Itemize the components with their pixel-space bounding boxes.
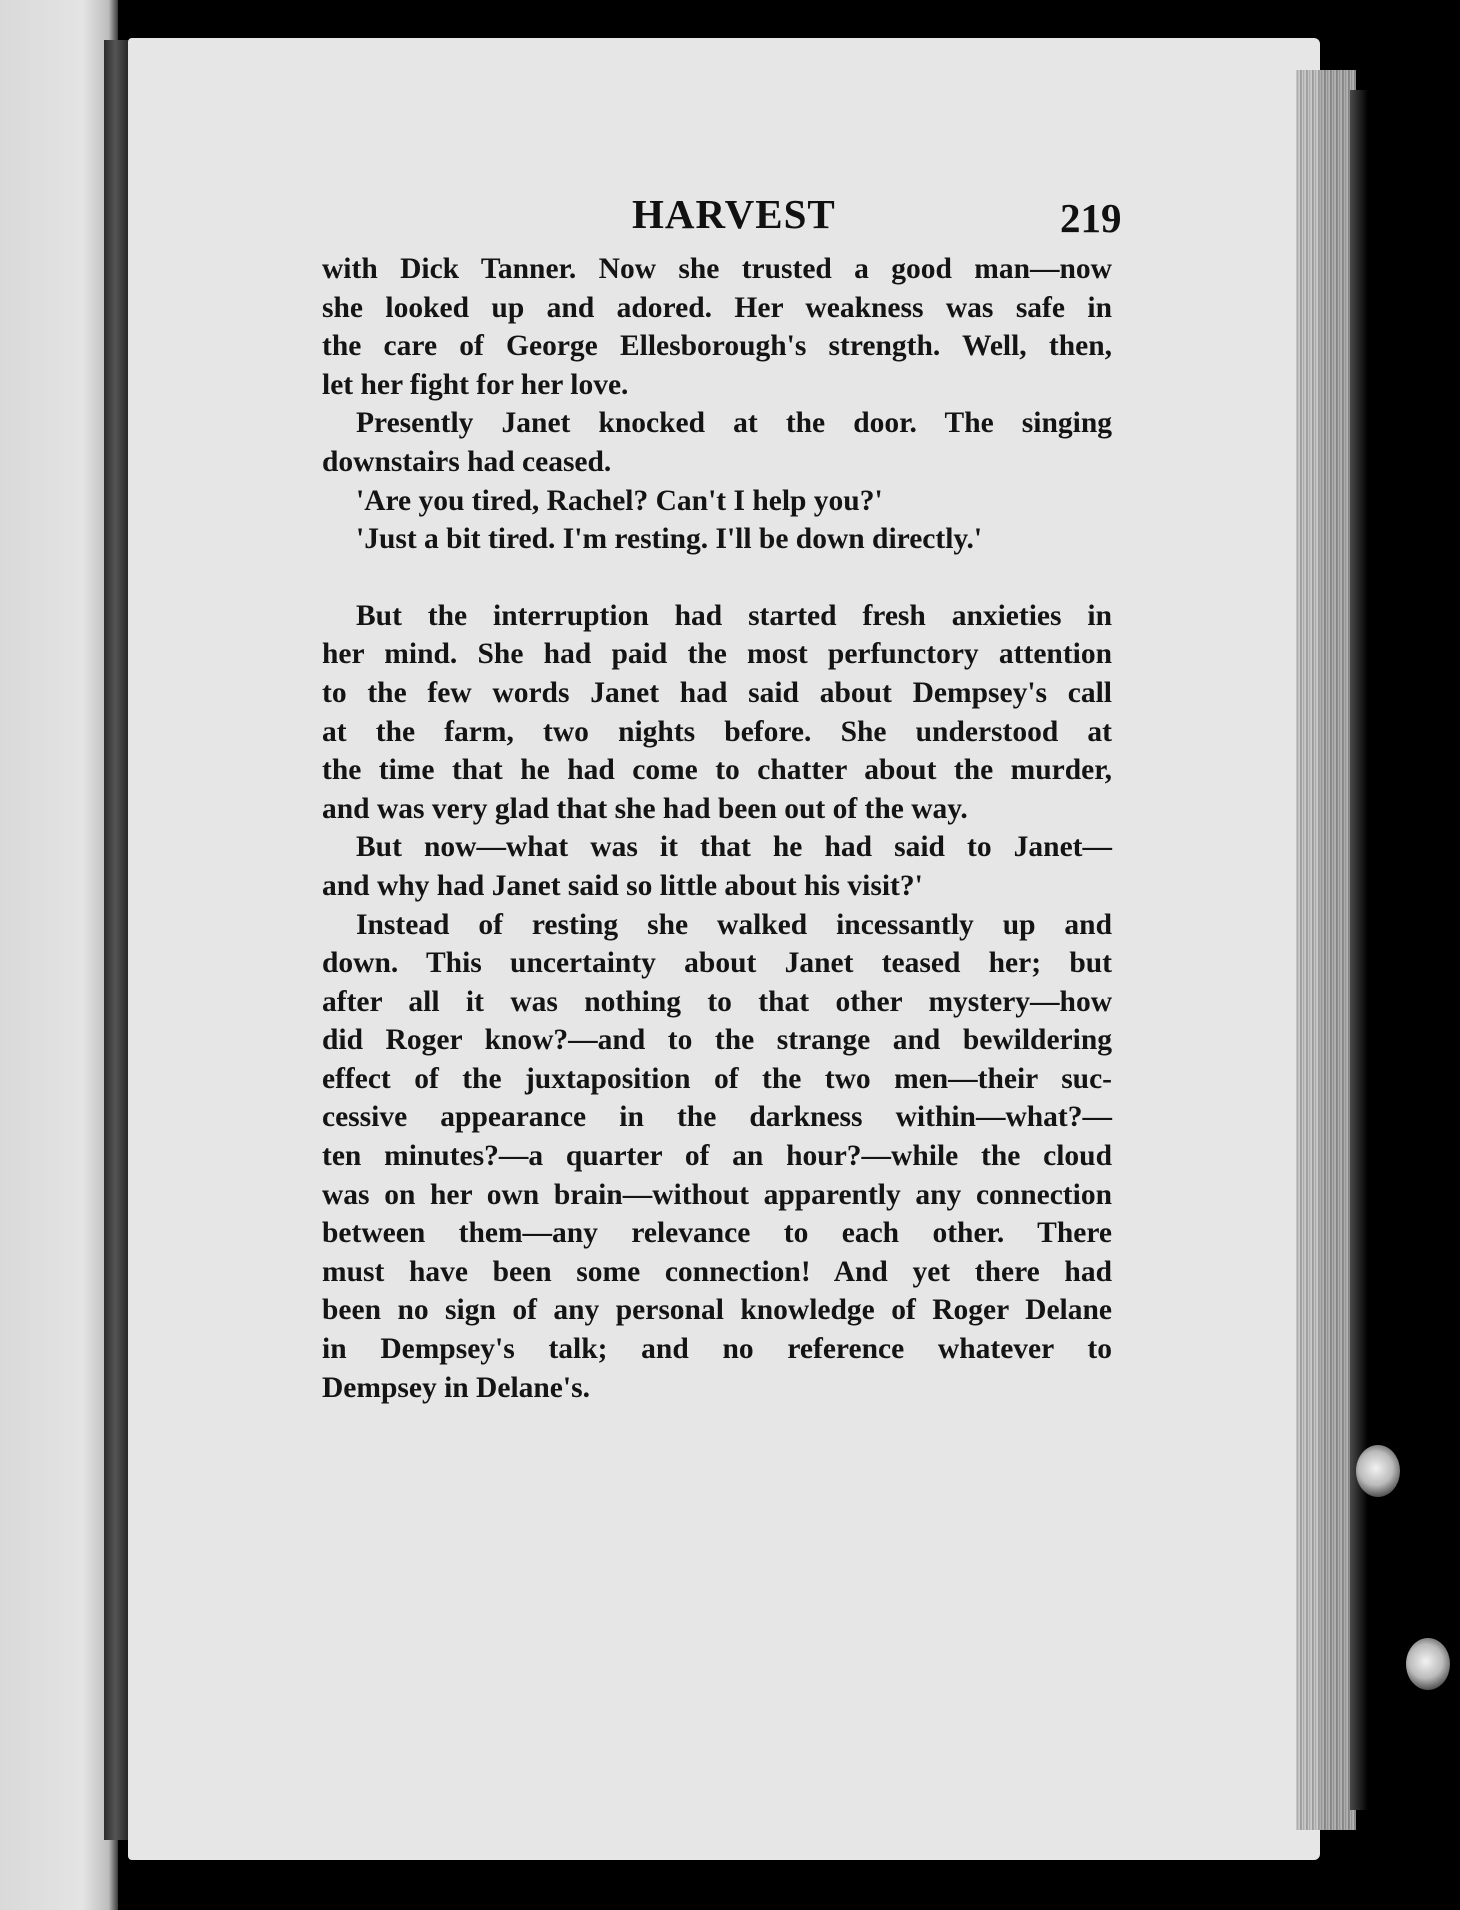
text-line: the time that he had come to chatter about the murder, [322, 754, 1112, 787]
text-line: did Roger know?—and to the strange and bewildering [322, 1024, 1112, 1057]
page-edge-shadow [1350, 90, 1368, 1810]
left-page-edge [0, 0, 118, 1910]
text-line: her mind. She had paid the most perfunctory attention [322, 638, 1112, 671]
text-line: at the farm, two nights before. She understood at [322, 715, 1112, 748]
page-number: 219 [1060, 195, 1122, 241]
paper-blemish [1406, 1638, 1450, 1690]
text-line: she looked up and adored. Her weakness was safe in [322, 291, 1112, 324]
text-line: downstairs had ceased. [322, 445, 612, 478]
text-line: between them—any relevance to each other. There [322, 1217, 1112, 1250]
text-line: Presently Janet knocked at the door. The singing [356, 407, 1112, 440]
text-line: the care of George Ellesborough's strength. Well, then, [322, 330, 1112, 363]
text-line: ten minutes?—a quarter of an hour?—while the cloud [322, 1140, 1112, 1173]
text-line: must have been some connection! And yet there had [322, 1255, 1112, 1288]
page-header [0, 190, 1460, 240]
text-line: let her fight for her love. [322, 368, 629, 401]
text-line: after all it was nothing to that other mystery—how [322, 985, 1112, 1018]
body-text [322, 250, 1112, 1407]
section-break [322, 559, 1112, 597]
running-head: HARVEST [632, 191, 836, 237]
text-line: 'Are you tired, Rachel? Can't I help you?' [356, 484, 883, 517]
text-line: cessive appearance in the darkness within—what?— [322, 1101, 1112, 1134]
text-line: Dempsey in Delane's. [322, 1371, 590, 1404]
text-line: effect of the juxtaposition of the two men—their suc- [322, 1062, 1112, 1095]
text-line: to the few words Janet had said about Dempsey's call [322, 676, 1112, 709]
paper-blemish [1356, 1445, 1400, 1497]
text-line: and why had Janet said so little about his visit?' [322, 869, 923, 902]
text-line: But the interruption had started fresh anxieties in [356, 599, 1112, 632]
text-line: Instead of resting she walked incessantly up and [356, 908, 1112, 941]
text-line: was on her own brain—without apparently any connection [322, 1178, 1112, 1211]
text-line: and was very glad that she had been out of the way. [322, 792, 968, 825]
text-line: with Dick Tanner. Now she trusted a good man—now [322, 253, 1112, 285]
text-line: in Dempsey's talk; and no reference whatever to [322, 1333, 1112, 1366]
text-line: down. This uncertainty about Janet teased her; but [322, 947, 1112, 980]
text-line: been no sign of any personal knowledge of Roger Delane [322, 1294, 1112, 1327]
page-edges [1296, 70, 1356, 1830]
text-line: But now—what was it that he had said to Janet— [356, 831, 1112, 864]
text-line: 'Just a bit tired. I'm resting. I'll be down directly.' [356, 523, 983, 556]
